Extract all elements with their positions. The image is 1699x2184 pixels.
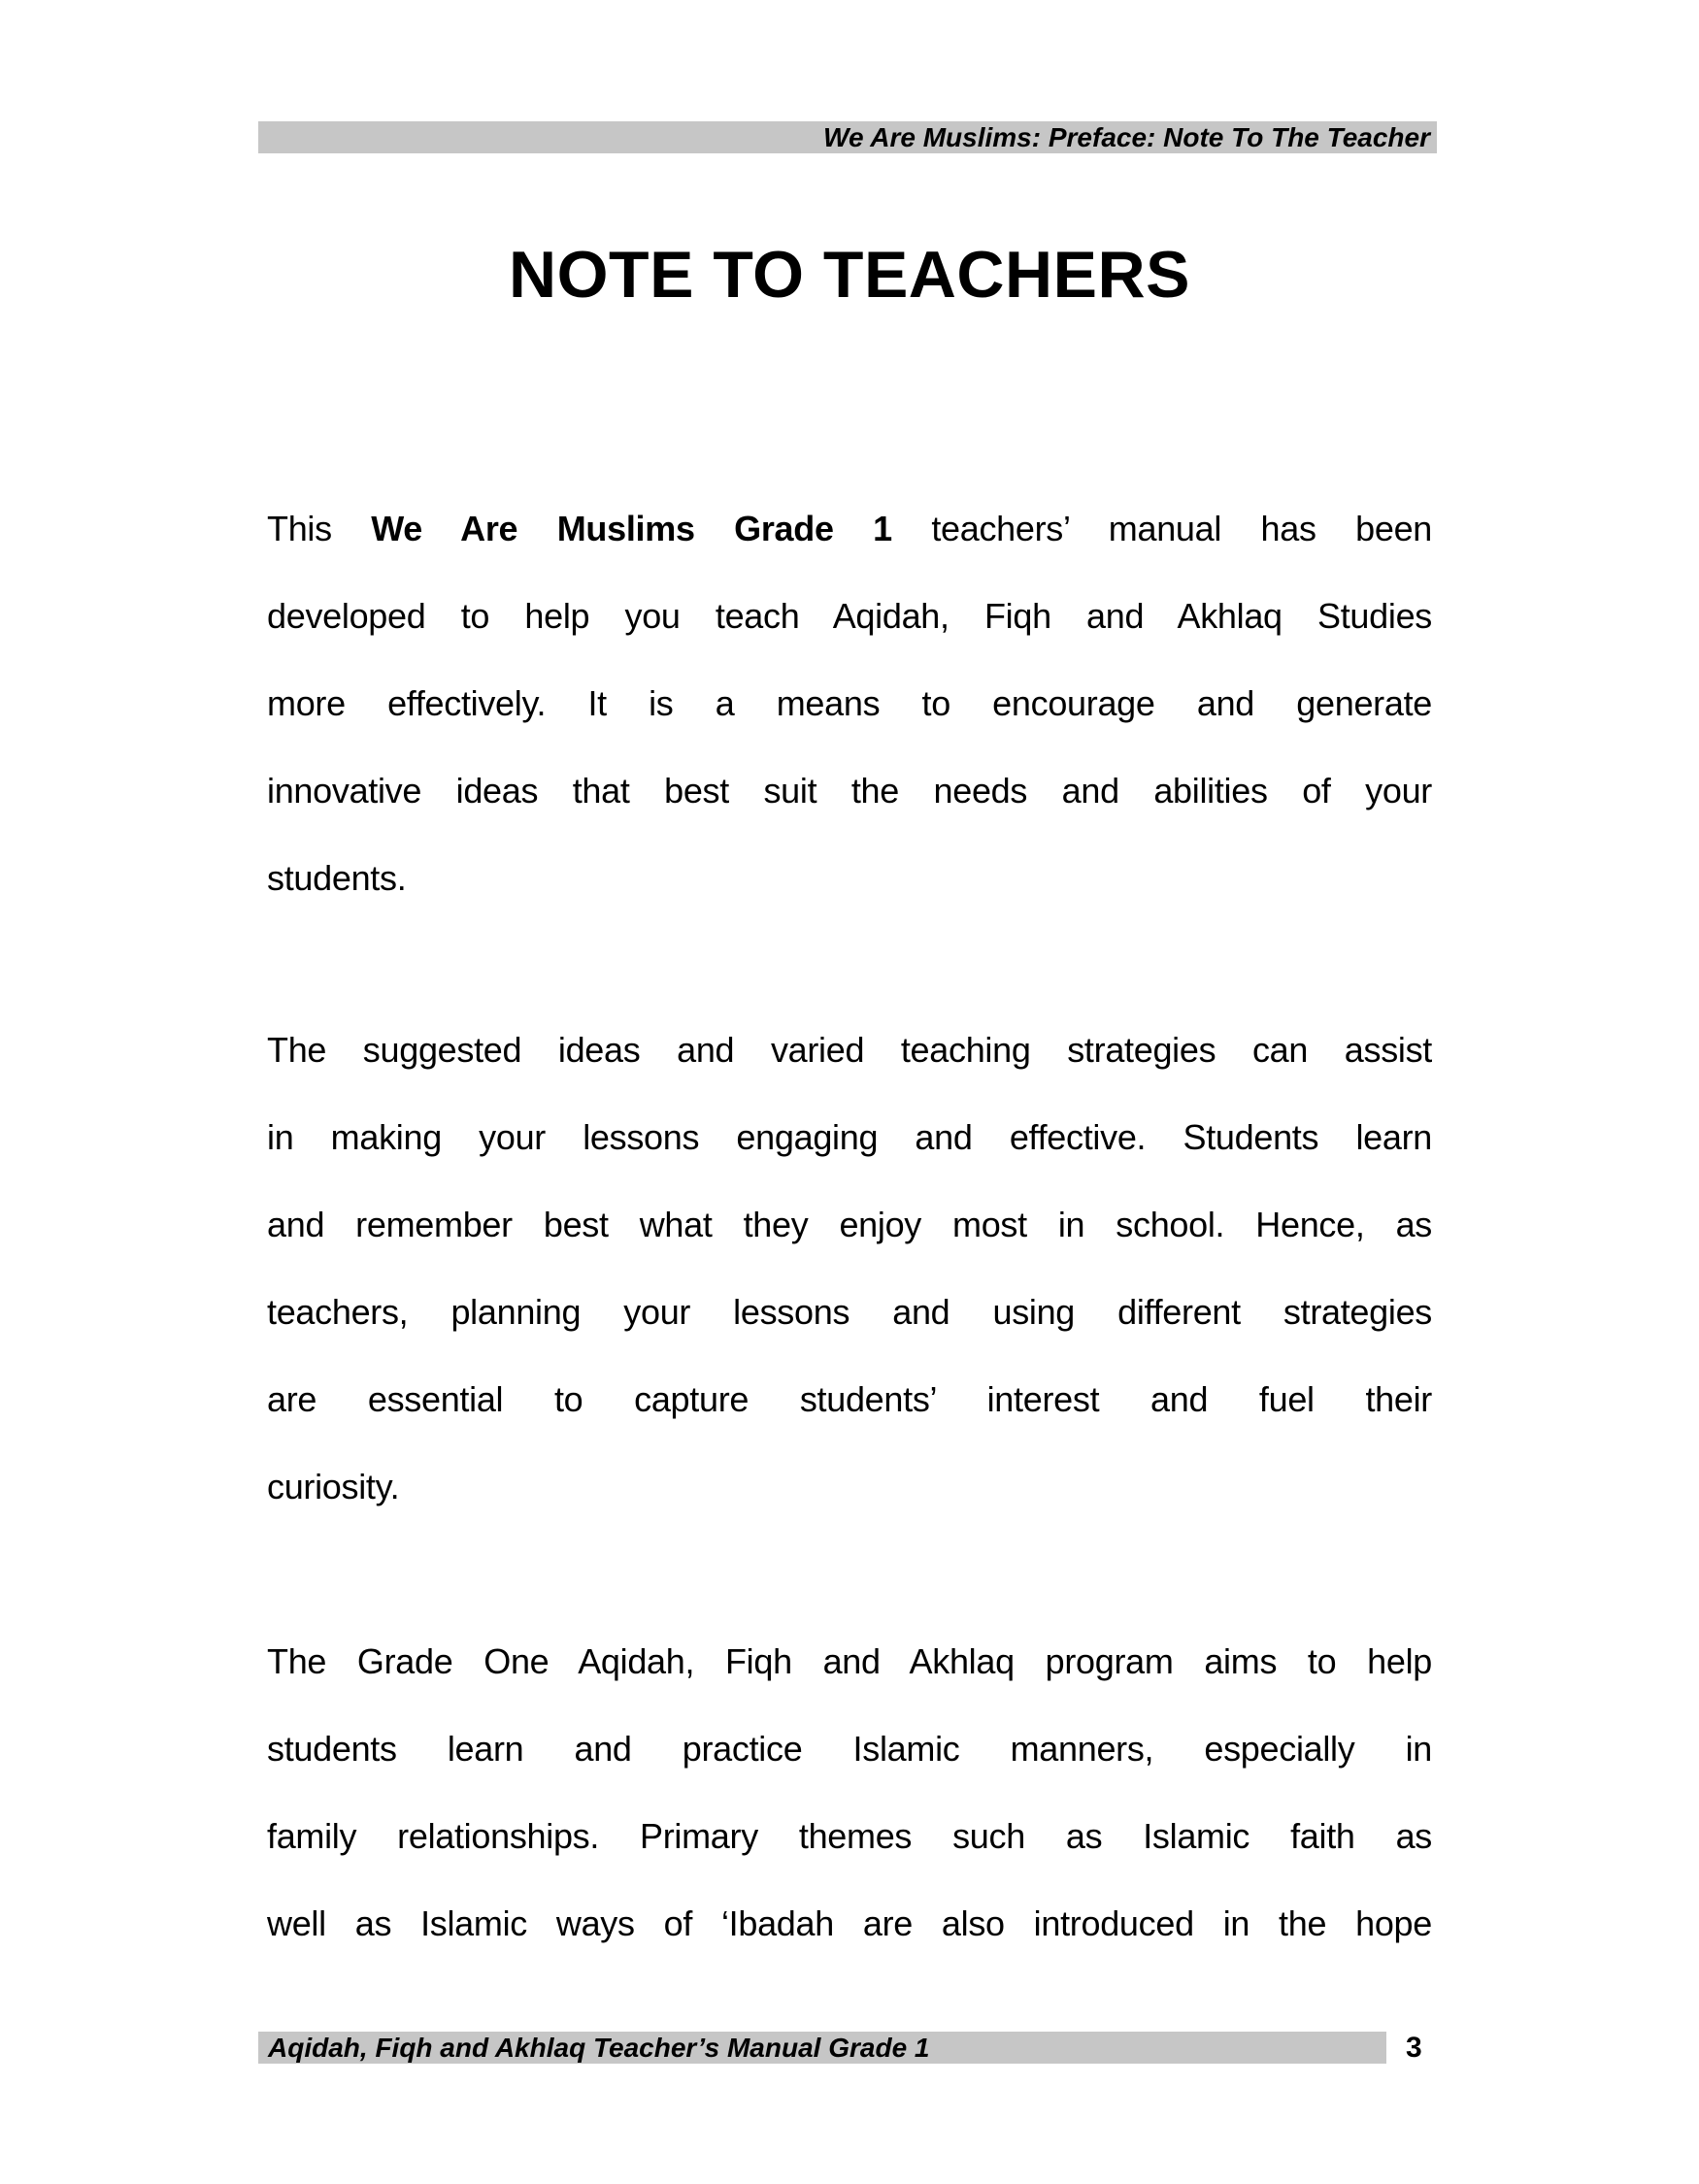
- header-bar: [258, 121, 1437, 153]
- text-line: are essential to capture students’ interest and fuel their: [267, 1379, 1432, 1419]
- text-line: The Grade One Aqidah, Fiqh and Akhlaq program aims to help: [267, 1641, 1432, 1681]
- text-line: [267, 485, 1432, 573]
- paragraph-2: [267, 1007, 1432, 1531]
- text-segment: This: [267, 509, 332, 548]
- text-line: more effectively. It is a means to encourage and generate: [267, 683, 1432, 723]
- text-line: and remember best what they enjoy most in school. Hence, as: [267, 1205, 1432, 1244]
- text-line: The suggested ideas and varied teaching strategies can assist: [267, 1030, 1432, 1070]
- text-line: teachers, planning your lessons and using different strategies: [267, 1292, 1432, 1332]
- running-head: We Are Muslims: Preface: Note To The Teacher: [823, 121, 1430, 152]
- page-title: NOTE TO TEACHERS: [509, 238, 1190, 312]
- text-line: family relationships. Primary themes such as Islamic faith as: [267, 1816, 1432, 1856]
- text-line: developed to help you teach Aqidah, Fiqh and Akhlaq Studies: [267, 596, 1432, 636]
- text-line: innovative ideas that best suit the needs and abilities of your: [267, 771, 1432, 811]
- text-segment: teachers’ manual has been: [931, 509, 1433, 548]
- text-line: students.: [267, 858, 407, 898]
- text-line: in making your lessons engaging and effective. Students learn: [267, 1117, 1432, 1157]
- text-segment-bold: We Are Muslims Grade 1: [371, 509, 892, 548]
- footer-bar: [258, 2032, 1386, 2064]
- footer-book-reference: Aqidah, Fiqh and Akhlaq Teacher’s Manual Grade 1: [268, 2032, 930, 2063]
- paragraph-1: [267, 485, 1432, 922]
- text-line: students learn and practice Islamic manners, especially in: [267, 1729, 1432, 1769]
- page-number: 3: [1406, 2032, 1422, 2064]
- text-line: curiosity.: [267, 1467, 400, 1506]
- text-line: well as Islamic ways of ‘Ibadah are also introduced in the hope: [267, 1903, 1432, 1943]
- paragraph-3: [267, 1618, 1432, 1968]
